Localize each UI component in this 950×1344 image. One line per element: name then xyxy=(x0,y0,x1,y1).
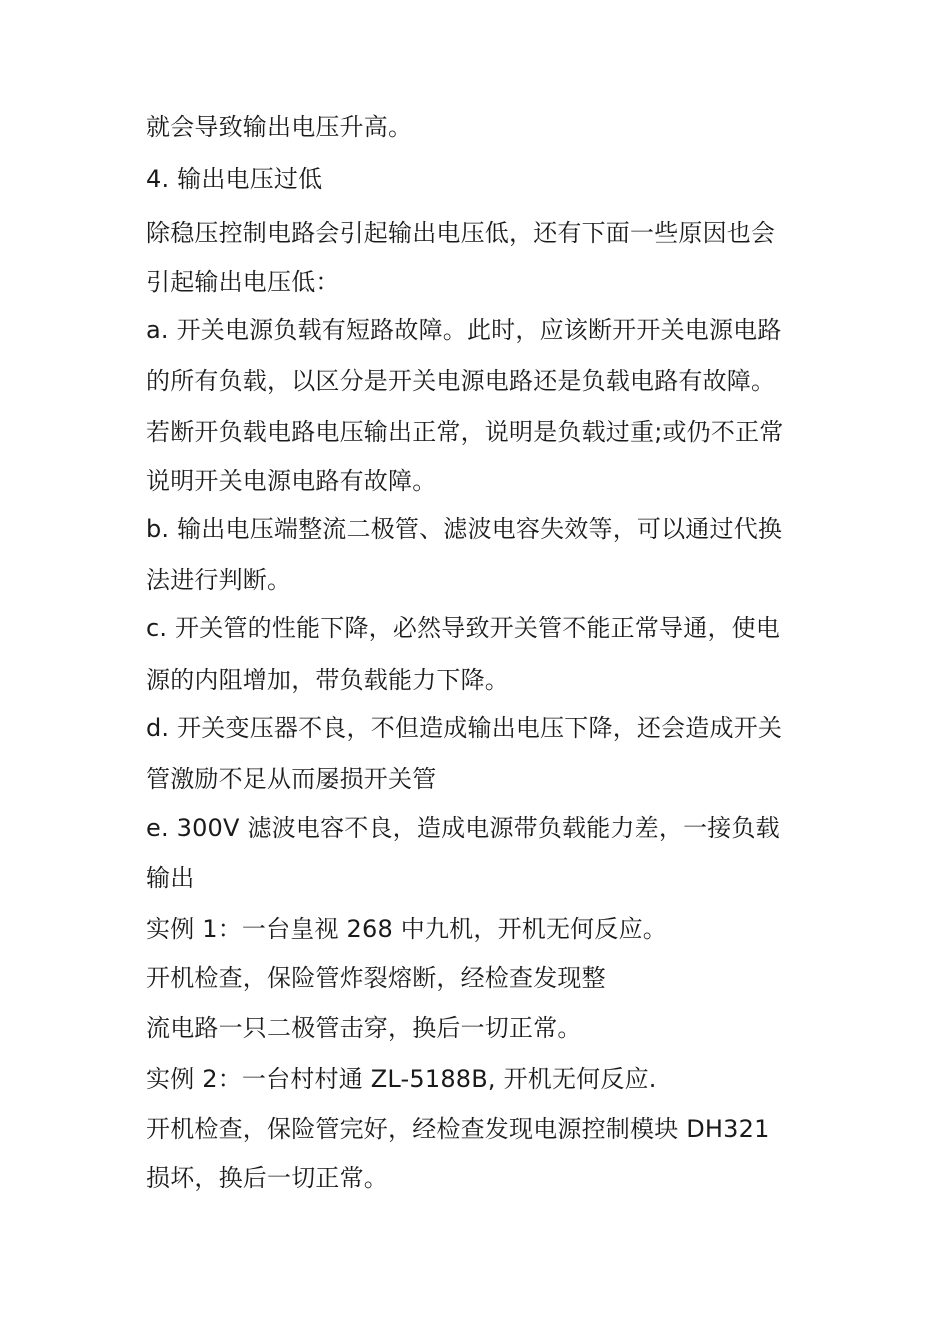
text-line: 输出 xyxy=(146,864,195,892)
list-item-c: c. 开关管的性能下降，必然导致开关管不能正常导通，使电 xyxy=(146,614,781,642)
text-line: 源的内阻增加，带负载能力下降。 xyxy=(146,666,509,694)
text-line: 流电路一只二极管击穿，换后一切正常。 xyxy=(146,1014,582,1042)
text-line: 管激励不足从而屡损开关管 xyxy=(146,765,437,793)
text-line: 的所有负载，以区分是开关电源电路还是负载电路有故障。 xyxy=(146,367,776,395)
example-1-heading: 实例 1：一台皇视 268 中九机，开机无何反应。 xyxy=(146,915,667,943)
example-2-heading: 实例 2：一台村村通 ZL-5188B, 开机无何反应. xyxy=(146,1065,657,1093)
list-item-d: d. 开关变压器不良，不但造成输出电压下降，还会造成开关 xyxy=(146,714,783,742)
text-line: 引起输出电压低： xyxy=(146,268,340,296)
text-line: 除稳压控制电路会引起输出电压低，还有下面一些原因也会 xyxy=(146,219,776,247)
text-line: 法进行判断。 xyxy=(146,566,292,594)
list-item-e: e. 300V 滤波电容不良，造成电源带负载能力差，一接负载 xyxy=(146,814,780,842)
text-line: 损坏，换后一切正常。 xyxy=(146,1164,388,1192)
text-line: 就会导致输出电压升高。 xyxy=(146,113,413,141)
text-line: 开机检查，保险管炸裂熔断，经检查发现整 xyxy=(146,964,606,992)
list-item-a: a. 开关电源负载有短路故障。此时，应该断开开关电源电路 xyxy=(146,316,782,344)
text-line: 若断开负载电路电压输出正常，说明是负载过重;或仍不正常 xyxy=(146,418,784,446)
section-heading: 4. 输出电压过低 xyxy=(146,165,323,193)
text-line: 说明开关电源电路有故障。 xyxy=(146,467,437,495)
list-item-b: b. 输出电压端整流二极管、滤波电容失效等，可以通过代换 xyxy=(146,515,783,543)
text-line: 开机检查，保险管完好，经检查发现电源控制模块 DH321 xyxy=(146,1115,770,1143)
